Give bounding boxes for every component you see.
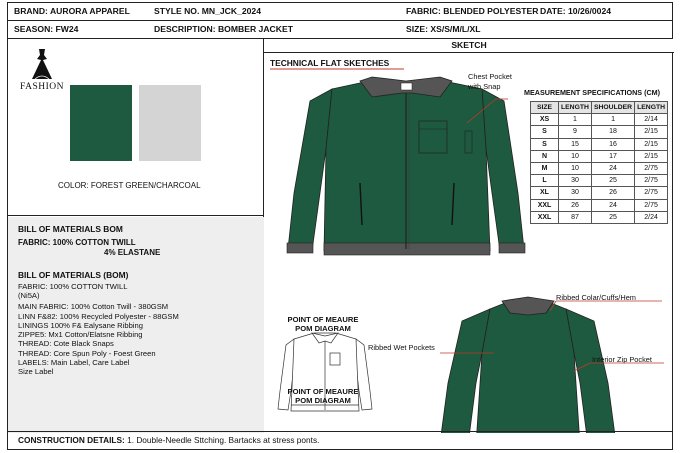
table-cell: XL (531, 187, 559, 199)
table-row (531, 175, 668, 187)
table-cell: 2/14 (635, 114, 668, 126)
table-cell: 1 (591, 114, 634, 126)
table-cell: 24 (591, 199, 634, 211)
jacket-back-sketch (440, 297, 616, 433)
right-panel (264, 39, 674, 433)
logo (14, 47, 70, 92)
table-cell: 26 (559, 199, 592, 211)
table-cell: 24 (591, 162, 634, 174)
table-cell: S (531, 126, 559, 138)
table-cell: 17 (591, 150, 634, 162)
tech-pack-sheet (7, 2, 673, 450)
dress-icon (27, 47, 57, 81)
bom-line: LABELS: Main Label, Care Label (18, 358, 130, 367)
table-cell: XXL (531, 199, 559, 211)
swatch-charcoal (139, 85, 201, 161)
table-cell: S (531, 138, 559, 150)
header-row-1 (8, 3, 672, 21)
table-row (531, 126, 668, 138)
table-row (531, 114, 668, 126)
table-cell: 2/15 (635, 150, 668, 162)
table-row (531, 199, 668, 211)
table-cell: 2/24 (635, 211, 668, 223)
table-cell: 2/75 (635, 187, 668, 199)
fabric-field: FABRIC: BLENDED POLYESTER (406, 6, 539, 16)
swatch-forest-green (70, 85, 132, 161)
left-panel (8, 39, 264, 433)
date-field: DATE: 10/26/0024 (540, 6, 612, 16)
table-cell: 30 (559, 187, 592, 199)
color-label: COLOR: FOREST GREEN/CHARCOAL (58, 181, 201, 190)
table-header-cell: SHOULDER (591, 102, 634, 114)
size-field: SIZE: XS/S/M/L/XL (406, 24, 481, 34)
bom1-line-2: 4% ELASTANE (104, 248, 161, 257)
bom-line: FABRIC: 100% COTTON TWILL (18, 282, 128, 291)
brand-field: BRAND: AURORA APPAREL (14, 6, 130, 16)
table-cell: 2/75 (635, 162, 668, 174)
bom-line: LINN F&82: 100% Recycled Polyester - 88GSM (18, 312, 179, 321)
bom-title-1: BILL OF MATERIALS BOM (18, 224, 123, 234)
table-cell: 16 (591, 138, 634, 150)
flats-title: TECHNICAL FLAT SKETCHES (270, 58, 390, 68)
table-cell: 26 (591, 187, 634, 199)
bom-line: ZIPPE5: Mx1 Cotton/Elatsne Ribbing (18, 330, 143, 339)
table-cell: XXL (531, 211, 559, 223)
table-cell: 1 (559, 114, 592, 126)
pom-bottom-line-2: POM DIAGRAM (295, 396, 351, 405)
bom-line: Size Label (18, 367, 54, 376)
style-no-field: STYLE NO. MN_JCK_2024 (154, 6, 261, 16)
callout-ribbed-collar: Ribbed Colar/Cuffs/Hem (556, 293, 636, 302)
table-cell: N (531, 150, 559, 162)
header-row-2 (8, 21, 672, 39)
table-row (531, 138, 668, 150)
callout-interior-zip: Interior Zip Pocket (592, 355, 652, 364)
bom-line: LININGS 100% F& Ealysane Ribbing (18, 321, 143, 330)
table-row (531, 187, 668, 199)
table-header-cell: SIZE (531, 102, 559, 114)
table-row (531, 150, 668, 162)
callout-wet-pockets: Ribbed Wet Pockets (368, 343, 435, 352)
table-cell: 2/75 (635, 175, 668, 187)
callout-chest-pocket-2: with Snap (468, 82, 501, 91)
table-cell: 10 (559, 150, 592, 162)
logo-text: FASHION (20, 82, 64, 92)
table-cell: 2/15 (635, 138, 668, 150)
callout-chest-pocket-1: Chest Pocket (468, 72, 512, 81)
table-row (531, 162, 668, 174)
jacket-front-sketch (287, 77, 525, 255)
measurement-table (530, 101, 668, 224)
pom-caption-bottom (268, 387, 378, 405)
sketch-section-title: SKETCH (264, 39, 674, 53)
construction-label: CONSTRUCTION DETAILS: (18, 435, 125, 445)
bom-line: THREAD: Core Spun Poly - Foest Green (18, 349, 156, 358)
table-cell: 30 (559, 175, 592, 187)
table-cell: 18 (591, 126, 634, 138)
pom-top-line-2: POM DIAGRAM (295, 324, 351, 333)
table-cell: M (531, 162, 559, 174)
table-cell: 2/75 (635, 199, 668, 211)
table-cell: 87 (559, 211, 592, 223)
pom-top-line-1: POINT OF MEAURE (287, 315, 359, 324)
construction-text: 1. Double-Needle Sttching. Bartacks at stress ponts. (127, 435, 320, 445)
table-cell: 25 (591, 175, 634, 187)
table-header-cell: LENGTH (559, 102, 592, 114)
pom-bottom-line-1: POINT OF MEAURE (287, 387, 359, 396)
construction-details (8, 431, 672, 449)
table-cell: 15 (559, 138, 592, 150)
table-header-cell: LENGTH (635, 102, 668, 114)
table-cell: 2/15 (635, 126, 668, 138)
description-field: DESCRIPTION: BOMBER JACKET (154, 24, 293, 34)
table-cell: 25 (591, 211, 634, 223)
table-cell: 10 (559, 162, 592, 174)
pom-caption-top (268, 315, 378, 333)
table-cell: 9 (559, 126, 592, 138)
table-cell: XS (531, 114, 559, 126)
bom-line: MAIN FABRIC: 100% Cotton Twill - 380GSM (18, 302, 169, 311)
table-cell: L (531, 175, 559, 187)
bom-line: THREAD: Cote Black Snaps (18, 339, 114, 348)
bom-line: (Ni5A) (18, 291, 40, 300)
table-row (531, 211, 668, 223)
bom-title-2: BILL OF MATERIALS (BOM) (18, 270, 129, 280)
bom-section (8, 217, 264, 433)
season-field: SEASON: FW24 (14, 24, 79, 34)
measurement-title: MEASUREMENT SPECIFICATIONS (CM) (524, 88, 661, 97)
bom1-line-1: FABRIC: 100% COTTON TWILL (18, 238, 136, 247)
